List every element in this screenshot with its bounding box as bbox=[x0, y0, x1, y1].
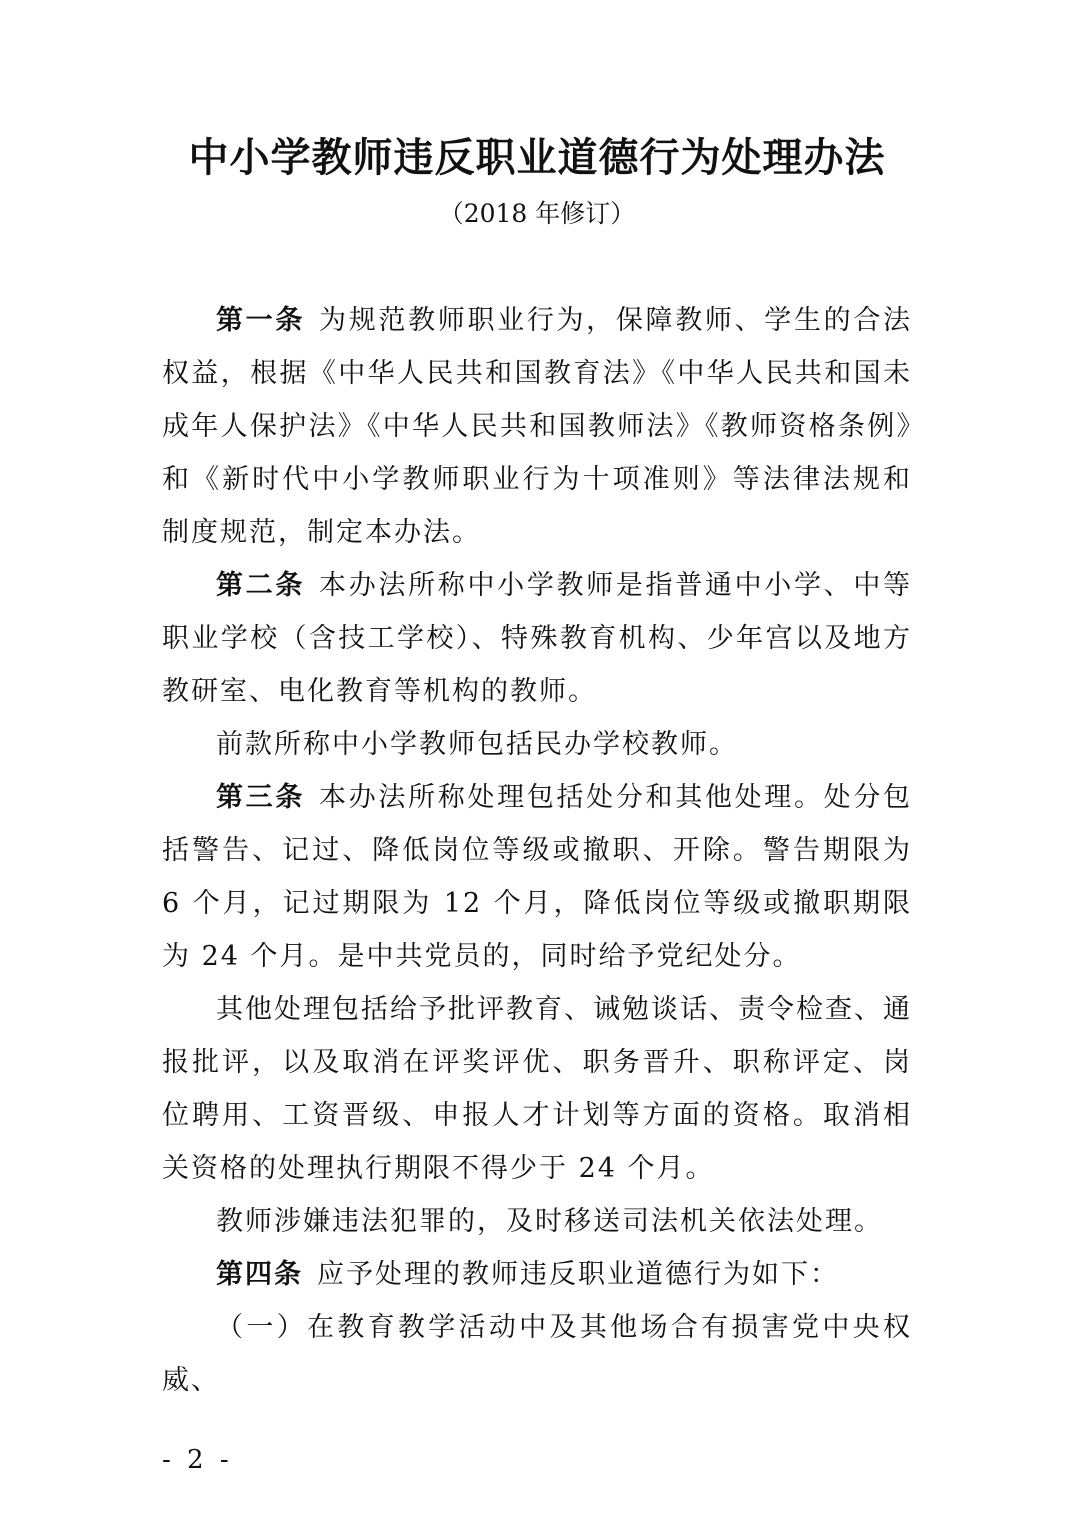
article-3-clause-paragraph bbox=[162, 983, 912, 1195]
document-subtitle: （2018 年修订） bbox=[438, 199, 636, 228]
article-label: 第四条 bbox=[216, 1259, 303, 1290]
document-body bbox=[162, 294, 912, 1407]
paragraph-text: 教师涉嫌违法犯罪的，及时移送司法机关依法处理。 bbox=[216, 1206, 883, 1237]
paragraph-text: 其他处理包括给予批评教育、诫勉谈话、责令检查、通报批评，以及取消在评奖评优、职务晋升、职称评定、岗位聘用、工资晋级、申报人才计划等方面的资格。取消相关资格的处理执行期限不得少于 24 个月。 bbox=[162, 994, 912, 1184]
article-1-paragraph bbox=[162, 294, 912, 559]
article-label: 第三条 bbox=[216, 782, 306, 813]
document-title: 中小学教师违反职业道德行为处理办法 bbox=[188, 135, 886, 181]
page-number: - 2 - bbox=[162, 1445, 233, 1475]
article-label: 第二条 bbox=[216, 570, 306, 601]
article-2-clause-paragraph bbox=[162, 718, 912, 771]
article-label: 第一条 bbox=[216, 305, 306, 336]
paragraph-text: （一）在教育教学活动中及其他场合有损害党中央权威、 bbox=[162, 1312, 912, 1396]
paragraph-text: 前款所称中小学教师包括民办学校教师。 bbox=[216, 729, 738, 760]
article-2-paragraph bbox=[162, 559, 912, 718]
paragraph-text: 为规范教师职业行为，保障教师、学生的合法权益，根据《中华人民共和国教育法》《中华人民共和国未成年人保护法》《中华人民共和国教师法》《教师资格条例》和《新时代中小学教师职业行为十项准则》等法律法规和制度规范，制定本办法。 bbox=[162, 305, 913, 548]
article-3-paragraph bbox=[162, 771, 912, 983]
article-4-paragraph bbox=[162, 1248, 912, 1301]
article-4-item-paragraph bbox=[162, 1301, 912, 1407]
article-3-clause-paragraph bbox=[162, 1195, 912, 1248]
paragraph-text: 本办法所称中小学教师是指普通中小学、中等职业学校（含技工学校）、特殊教育机构、少年宫以及地方教研室、电化教育等机构的教师。 bbox=[162, 570, 913, 707]
paragraph-text: 应予处理的教师违反职业道德行为如下： bbox=[317, 1259, 839, 1290]
paragraph-text: 本办法所称处理包括处分和其他处理。处分包括警告、记过、降低岗位等级或撤职、开除。警告期限为 6 个月，记过期限为 12 个月，降低岗位等级或撤职期限为 24 个月。是中共党员的，同时给予党纪处分。 bbox=[162, 782, 913, 972]
